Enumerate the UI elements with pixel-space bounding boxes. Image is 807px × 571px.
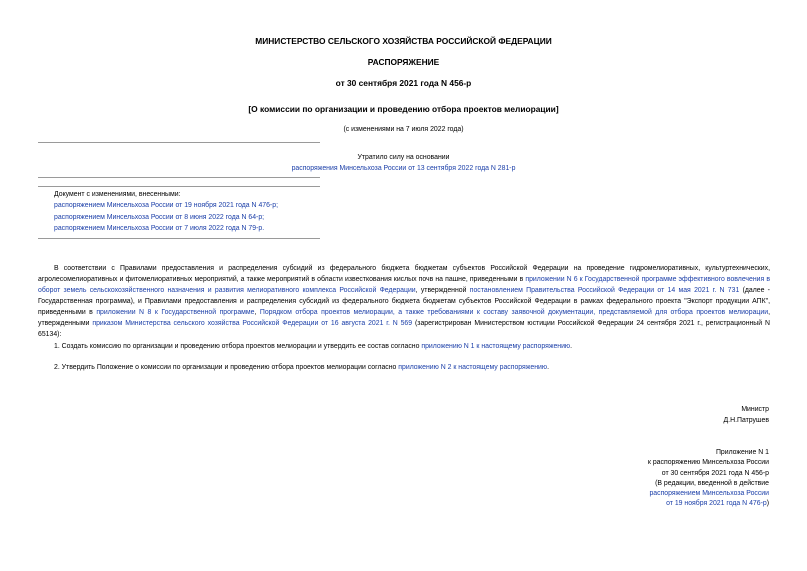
doc-type-heading: РАСПОРЯЖЕНИЕ xyxy=(367,57,440,67)
appendix-line: от 30 сентября 2021 года N 456-р xyxy=(661,469,769,477)
amendment-link[interactable]: распоряжением Минсельхоза России от 8 июня 2022 года N 64-р; xyxy=(54,213,265,221)
preamble-text: (далее - Государственная программа), и Правилами предоставления и распределения субсидий из федерального бюджета бюджетам субъектов Российской Федерации в рамках федерального проекта "Экспорт продукции АПК", приведенными в xyxy=(38,287,770,317)
repeal-link[interactable]: распоряжения Минсельхоза России от 13 сентября 2022 года N 281-р xyxy=(291,165,516,172)
preamble-text: , утвержденными xyxy=(38,309,770,328)
preamble-link[interactable]: приказом Министерства сельского хозяйства Российской Федерации от 16 августа 2021 г. N 569 xyxy=(92,320,413,328)
divider xyxy=(38,142,320,143)
appendix-line: к распоряжению Минсельхоза России xyxy=(647,459,769,467)
amendment-link[interactable]: распоряжением Минсельхоза России от 19 ноября 2021 года N 476-р; xyxy=(54,202,278,210)
preamble-text: В соответствии с Правилами предоставления и распределения субсидий из федерального бюджета бюджетам субъектов Российской Федерации на проведение гидромелиоративных, культуртехнических, агролесомелиоративных и фитомелиоративных мероприятий, а также мероприятий в области известкования кислых почв на пашне, приведенными в xyxy=(38,265,770,284)
appendix-2-link[interactable]: приложению N 2 к настоящему распоряжению xyxy=(398,364,548,371)
preamble-text: , утвержденной xyxy=(415,287,470,295)
appendix-amendment-link[interactable]: от 19 ноября 2021 года N 476-р xyxy=(666,500,767,508)
preamble-link[interactable]: приложении N 8 к Государственной программе xyxy=(96,309,255,317)
appendix-last-line xyxy=(648,499,769,509)
preamble-text: , xyxy=(254,309,260,317)
item-end: . xyxy=(547,364,549,371)
appendix-block xyxy=(648,448,769,510)
preamble-link[interactable]: Порядком отбора проектов мелиорации, а также требованиями к составу заявочной документации, представляемой для отбора проектов мелиорации xyxy=(259,309,769,317)
changes-note: (с изменениями на 7 июля 2022 года) xyxy=(343,126,464,133)
signature-name: Д.Н.Патрушев xyxy=(723,416,769,424)
repeal-text: Утратило силу на основании xyxy=(357,154,450,161)
divider xyxy=(38,177,320,178)
order-item-2 xyxy=(54,364,549,371)
item-text: 2. Утвердить Положение о комиссии по организации и проведению отбора проектов мелиорации согласно xyxy=(54,364,399,371)
item-end: . xyxy=(570,343,573,350)
divider xyxy=(38,238,320,239)
signature-block xyxy=(724,405,769,426)
appendix-1-link[interactable]: приложению N 1 к настоящему распоряжению xyxy=(421,343,571,350)
appendix-line: (В редакции, введенной в действие xyxy=(655,479,769,487)
amendments-block xyxy=(54,189,278,234)
appendix-title: Приложение N 1 xyxy=(715,449,769,456)
appendix-bracket: ) xyxy=(766,500,769,508)
document-title: [О комиссии по организации и проведению отбора проектов мелиорации] xyxy=(248,104,559,114)
preamble-link[interactable]: постановлением Правительства Российской Федерации от 14 мая 2021 г. N 731 xyxy=(469,287,740,295)
amendment-link[interactable]: распоряжением Минсельхоза России от 7 июля 2022 года N 79-р. xyxy=(54,224,265,232)
preamble-link[interactable]: приложении N 6 к Государственной программе эффективного вовлечения в оборот земель сельскохозяйственного назначения и развития мелиоративного комплекса Российской Федерации xyxy=(38,276,770,295)
appendix-amendment-link[interactable]: распоряжением Минсельхоза России xyxy=(649,490,769,498)
order-item-1 xyxy=(54,343,572,350)
preamble-text: (зарегистрирован Министерством юстиции Российской Федерации 24 сентября 2021 г., регистрационный N 65134): xyxy=(38,320,770,339)
item-text: 1. Создать комиссию по организации и проведению отбора проектов мелиорации и утвердить ее состав согласно xyxy=(54,343,422,350)
ministry-heading: МИНИСТЕРСТВО СЕЛЬСКОГО ХОЗЯЙСТВА РОССИЙСКОЙ ФЕДЕРАЦИИ xyxy=(255,36,552,46)
amendments-caption: Документ с изменениями, внесенными: xyxy=(54,191,181,198)
signature-position: Министр xyxy=(741,406,769,413)
date-number-heading: от 30 сентября 2021 года N 456-р xyxy=(335,78,472,88)
divider xyxy=(38,186,320,187)
preamble-paragraph xyxy=(38,263,770,340)
